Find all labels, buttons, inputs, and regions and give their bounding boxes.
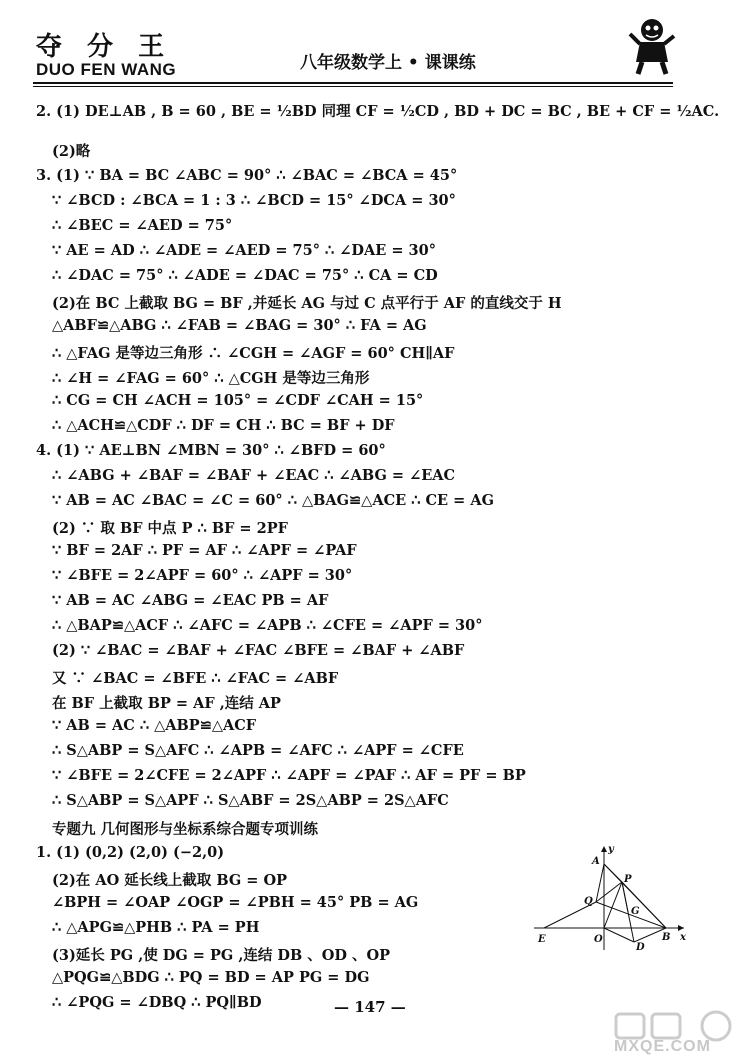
figure-label: E — [538, 934, 546, 945]
watermark-text: MXQE.COM — [614, 1038, 711, 1055]
text-line: 4. (1) ∵ AE⊥BN ∠MBN = 30° ∴ ∠BFD = 60° — [36, 442, 386, 459]
text-line: ∴ S△ABP = S△APF ∴ S△ABF = 2S△ABP = 2S△AFC — [52, 792, 449, 809]
text-line: ∵ BF = 2AF ∴ PF = AF ∴ ∠APF = ∠PAF — [52, 542, 357, 559]
text-line: ∠BPH = ∠OAP ∠OGP = ∠PBH = 45° PB = AG — [52, 894, 419, 911]
text-line: ∴ CG = CH ∠ACH = 105° = ∠CDF ∠CAH = 15° — [52, 392, 424, 409]
mascot-logo-icon — [626, 14, 678, 76]
text-line: ∴ △ACH≌△CDF ∴ DF = CH ∴ BC = BF + DF — [52, 417, 395, 434]
figure-label: G — [631, 906, 640, 917]
text-line: ∵ AB = AC ∴ △ABP≌△ACF — [52, 717, 257, 734]
figure-label: y — [608, 844, 614, 855]
figure-label: P — [624, 874, 632, 885]
figure-label: D — [636, 942, 645, 952]
header-rule-thin — [33, 86, 673, 87]
text-line: ∴ ∠PQG = ∠DBQ ∴ PQ∥BD — [52, 994, 262, 1011]
text-line: (2)在 BC 上截取 BG = BF ,并延长 AG 与过 C 点平行于 AF 的直线交于 H — [52, 295, 562, 312]
text-line: ∵ ∠BCD : ∠BCA = 1 : 3 ∴ ∠BCD = 15° ∠DCA = 30° — [52, 192, 456, 209]
header-rule — [33, 82, 673, 84]
x-axis-arrow — [678, 925, 684, 931]
brand-chinese: 夺 分 王 — [36, 32, 173, 62]
text-line: (2)在 AO 延长线上截取 BG = OP — [52, 872, 288, 889]
text-line: ∵ ∠BFE = 2∠CFE = 2∠APF ∴ ∠APF = ∠PAF ∴ AF = PF = BP — [52, 767, 526, 784]
figure-label: A — [592, 856, 600, 867]
text-line: ∴ ∠H = ∠FAG = 60° ∴ △CGH 是等边三角形 — [52, 370, 370, 387]
text-line: 2. (1) DE⊥AB , B = 60 , BE = ½BD 同理 CF = ½CD , BD + DC = BC , BE + CF = ½AC. — [36, 103, 720, 120]
text-line: 3. (1) ∵ BA = BC ∠ABC = 90° ∴ ∠BAC = ∠BCA = 45° — [36, 167, 458, 184]
page-header — [0, 0, 750, 84]
text-line: 1. (1) (0,2) (2,0) (−2,0) — [36, 844, 225, 861]
text-line: ∴ △FAG 是等边三角形 ∴ ∠CGH = ∠AGF = 60° CH∥AF — [52, 345, 455, 362]
text-line: (2) ∵ ∠BAC = ∠BAF + ∠FAC ∠BFE = ∠BAF + ∠ABF — [52, 642, 465, 659]
book-title: 八年级数学上 • 课课练 — [300, 53, 476, 73]
text-line: (2)略 — [52, 143, 91, 160]
text-line: ∴ △BAP≌△ACF ∴ ∠AFC = ∠APB ∴ ∠CFE = ∠APF = 30° — [52, 617, 483, 634]
text-line: ∴ ∠BEC = ∠AED = 75° — [52, 217, 233, 234]
figure-label: B — [662, 932, 671, 943]
text-line: △PQG≌△BDG ∴ PQ = BD = AP PG = DG — [52, 969, 370, 986]
figure-label: Q — [584, 896, 593, 907]
text-line: ∵ AE = AD ∴ ∠ADE = ∠AED = 75° ∴ ∠DAE = 30° — [52, 242, 436, 259]
text-line: 又 ∵ ∠BAC = ∠BFE ∴ ∠FAC = ∠ABF — [52, 670, 339, 687]
brand-english: DUO FEN WANG — [36, 60, 177, 79]
text-line: ∴ S△ABP = S△AFC ∴ ∠APB = ∠AFC ∴ ∠APF = ∠CFE — [52, 742, 464, 759]
text-line: ∵ ∠BFE = 2∠APF = 60° ∴ ∠APF = 30° — [52, 567, 353, 584]
y-axis-arrow — [601, 846, 607, 852]
section-heading: 专题九 几何图形与坐标系综合题专项训练 — [52, 822, 319, 838]
text-line: 在 BF 上截取 BP = AF ,连结 AP — [52, 695, 281, 712]
figure-label: O — [594, 934, 603, 945]
text-line: (2) ∵ 取 BF 中点 P ∴ BF = 2PF — [52, 520, 288, 537]
figure-label: x — [680, 932, 686, 943]
geometry-figure — [534, 842, 694, 952]
text-line: △ABF≌△ABG ∴ ∠FAB = ∠BAG = 30° ∴ FA = AG — [52, 317, 427, 334]
text-line: ∴ ∠ABG + ∠BAF = ∠BAF + ∠EAC ∴ ∠ABG = ∠EAC — [52, 467, 456, 484]
text-line: (3)延长 PG ,使 DG = PG ,连结 DB 、OD 、OP — [52, 947, 391, 964]
text-line: ∴ ∠DAC = 75° ∴ ∠ADE = ∠DAC = 75° ∴ CA = CD — [52, 267, 438, 284]
text-line: ∵ AB = AC ∠ABG = ∠EAC PB = AF — [52, 592, 329, 609]
page-number: — 147 — — [334, 998, 406, 1016]
text-line: ∵ AB = AC ∠BAC = ∠C = 60° ∴ △BAG≌△ACE ∴ CE = AG — [52, 492, 494, 509]
text-line: ∴ △APG≌△PHB ∴ PA = PH — [52, 919, 260, 936]
